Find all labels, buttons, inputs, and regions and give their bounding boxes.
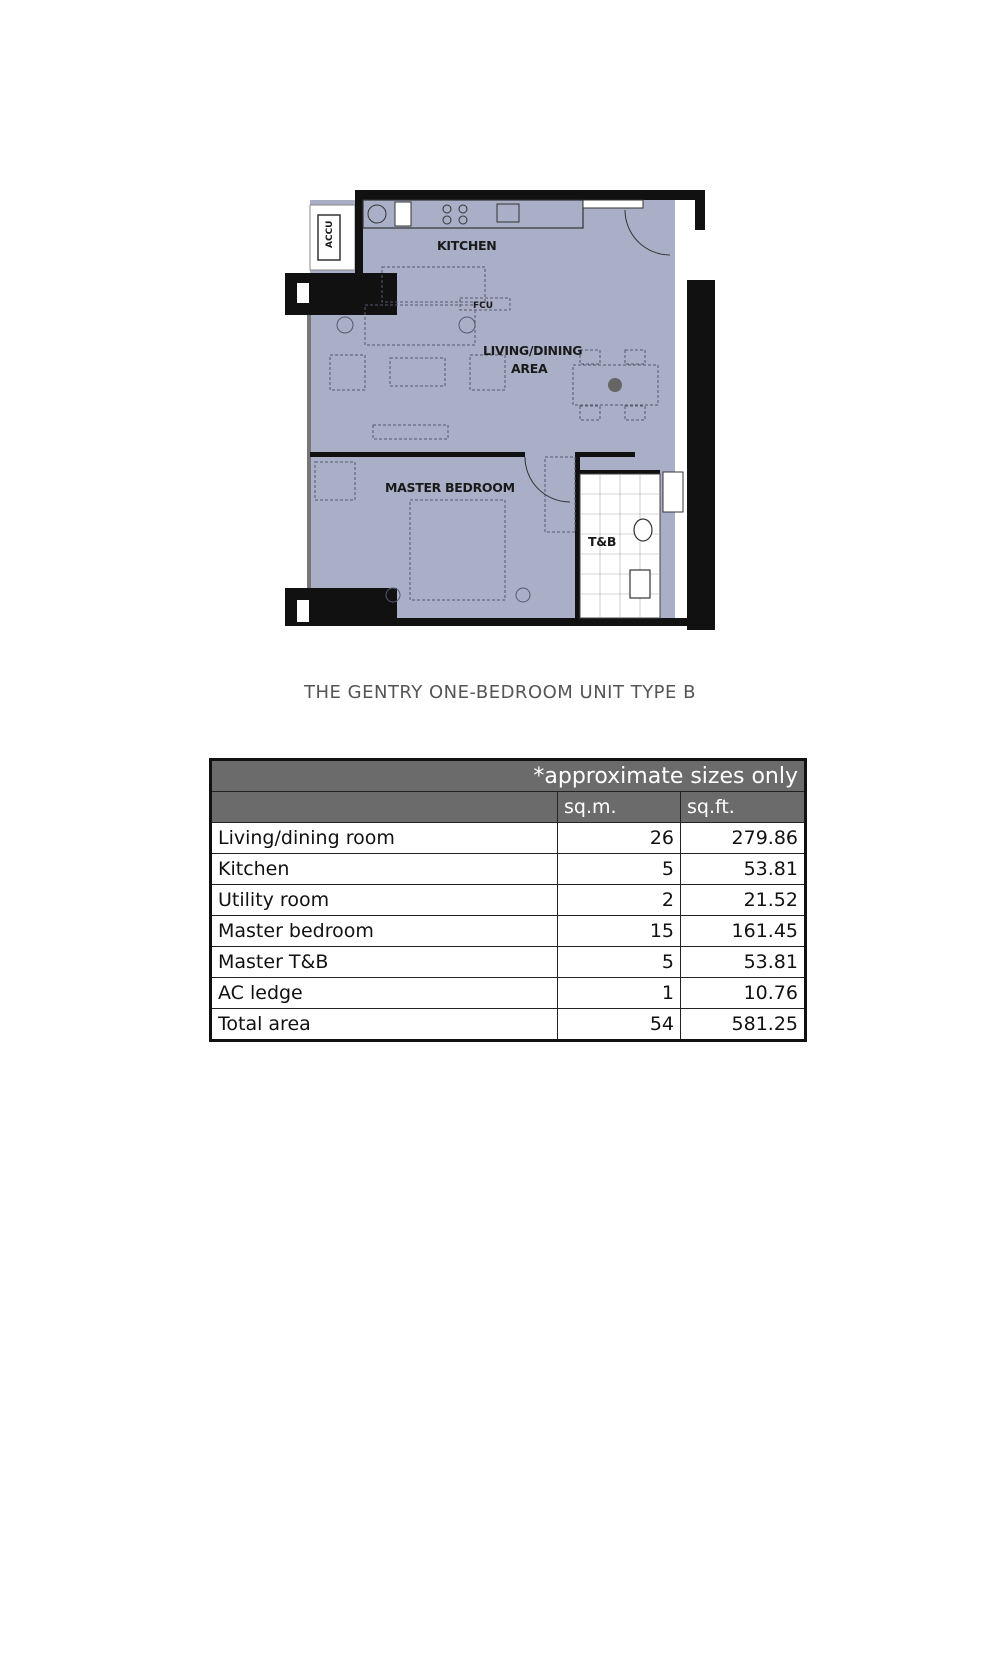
wall-bedroom-top-left [310, 452, 525, 457]
table-row [211, 978, 806, 1009]
unit-sqm: sq.m. [558, 792, 681, 823]
row-sqm: 1 [558, 978, 681, 1009]
wall-left-glass [307, 315, 311, 588]
table-row [211, 823, 806, 854]
approx-note: *approximate sizes only [211, 760, 806, 792]
row-sqft: 21.52 [681, 885, 806, 916]
row-sqm: 15 [558, 916, 681, 947]
row-sqm: 5 [558, 947, 681, 978]
row-sqm: 2 [558, 885, 681, 916]
accu-label: ACCU [325, 220, 335, 248]
sink-icon [630, 570, 650, 598]
row-sqm: 5 [558, 854, 681, 885]
row-sqft: 10.76 [681, 978, 806, 1009]
entry-door-wall [583, 200, 643, 208]
row-room: Total area [211, 1009, 558, 1041]
living-label-line1: LIVING/DINING [483, 343, 583, 358]
unit-sqft: sq.ft. [681, 792, 806, 823]
row-room: Master T&B [211, 947, 558, 978]
table-row [211, 916, 806, 947]
master-bedroom-label: MASTER BEDROOM [385, 480, 515, 495]
wall-left-kitchen [355, 190, 363, 275]
wall-right [687, 280, 715, 630]
column-window-bottom [297, 600, 309, 622]
row-sqm: 54 [558, 1009, 681, 1041]
table-header-units [211, 792, 806, 823]
row-room: AC ledge [211, 978, 558, 1009]
row-room: Master bedroom [211, 916, 558, 947]
tb-label: T&B [588, 534, 617, 549]
table-row [211, 885, 806, 916]
row-sqft: 161.45 [681, 916, 806, 947]
wall-top [355, 190, 705, 200]
row-sqft: 53.81 [681, 854, 806, 885]
column-window-top [297, 283, 309, 303]
fcu-label: FCU [473, 301, 494, 311]
wall-tb-top [580, 470, 660, 474]
table-header-note [211, 760, 806, 792]
table-row [211, 947, 806, 978]
row-sqft: 279.86 [681, 823, 806, 854]
kitchen-label: KITCHEN [437, 238, 497, 253]
row-sqm: 26 [558, 823, 681, 854]
row-room: Kitchen [211, 854, 558, 885]
living-label-line2: AREA [511, 361, 548, 376]
row-room: Utility room [211, 885, 558, 916]
plan-caption: THE GENTRY ONE-BEDROOM UNIT TYPE B [304, 682, 696, 703]
area-table [209, 758, 807, 1042]
row-sqft: 581.25 [681, 1009, 806, 1041]
row-room: Living/dining room [211, 823, 558, 854]
wall-bedroom-top-right [575, 452, 635, 457]
table-row-total [211, 1009, 806, 1041]
kitchen-fridge [395, 202, 411, 226]
row-sqft: 53.81 [681, 947, 806, 978]
toilet-icon [634, 519, 652, 541]
floor-plan [285, 180, 715, 640]
plant-icon [608, 378, 622, 392]
wall-tb-left [575, 457, 580, 622]
wall-right-upper [695, 190, 705, 230]
table-row [211, 854, 806, 885]
utility-closet [663, 472, 683, 512]
